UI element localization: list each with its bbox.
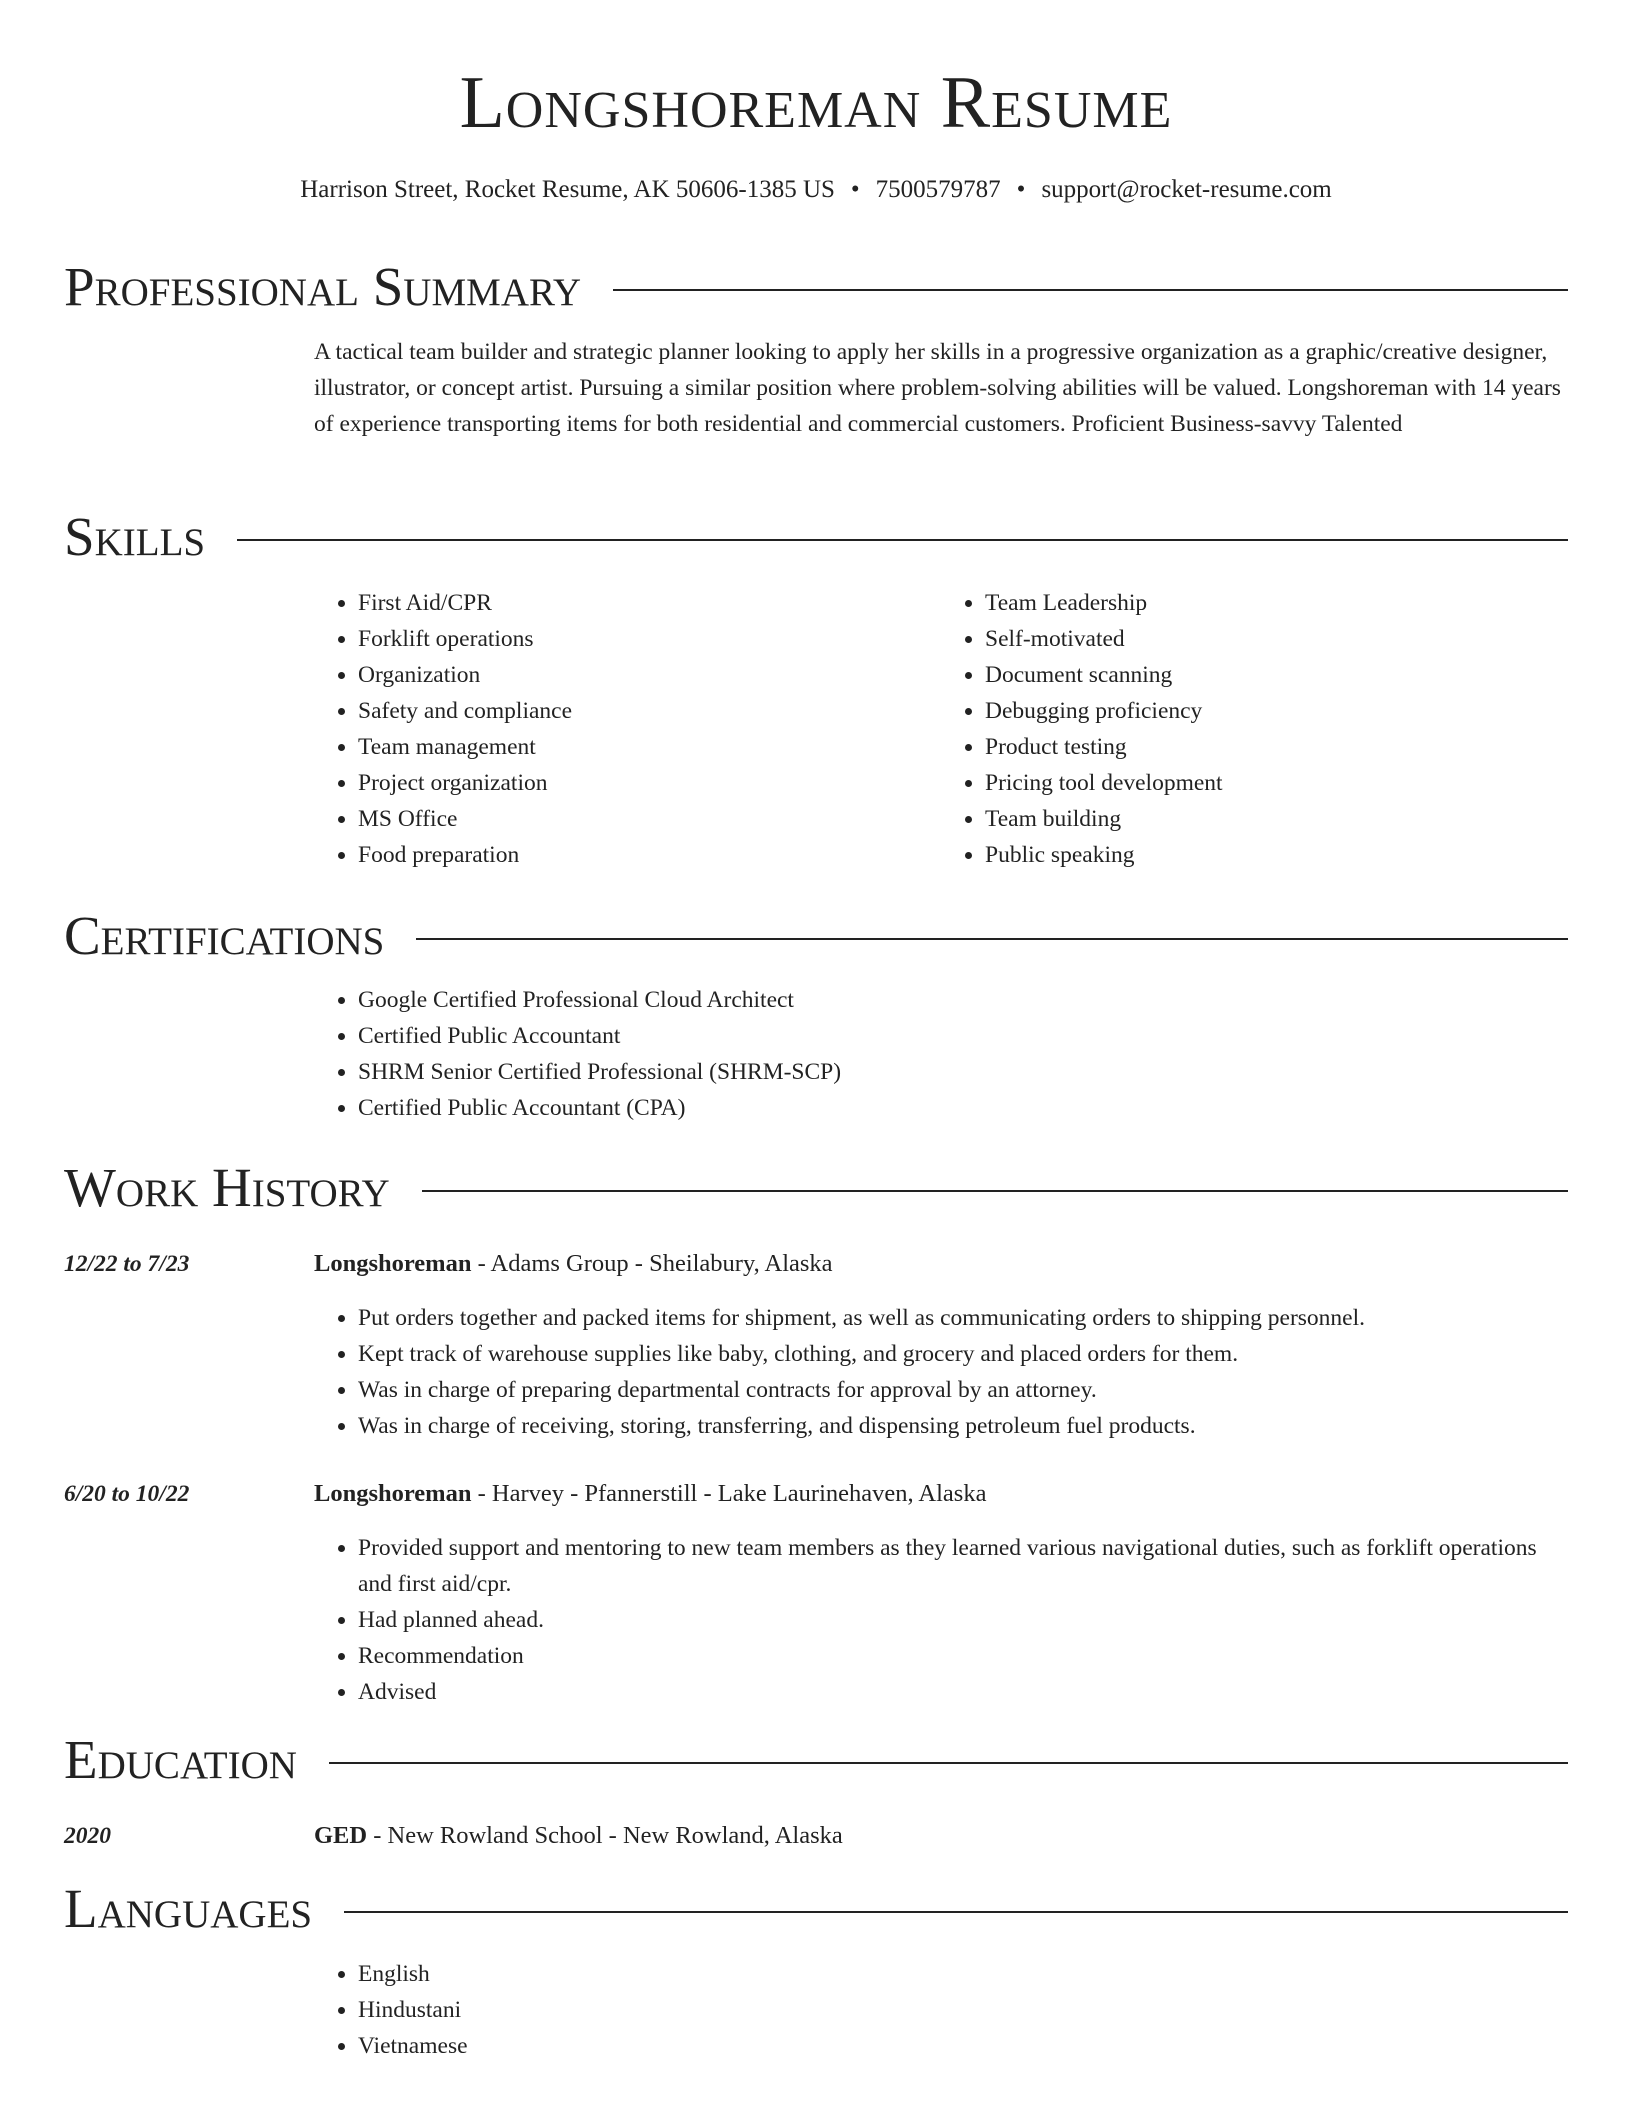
summary-heading: Professional Summary: [64, 256, 582, 317]
languages-heading: Languages: [64, 1878, 313, 1939]
skill-item: • First Aid/CPR: [358, 585, 941, 621]
job-entry: [314, 1476, 1568, 1710]
language-item: • English: [358, 1956, 1568, 1992]
summary-section-header: [64, 252, 1568, 322]
certifications-section-header: [64, 901, 1568, 971]
job-duty: • Advised: [358, 1674, 1548, 1710]
job-duty: • Kept track of warehouse supplies like baby, clothing, and grocery and placed orders for them.: [358, 1336, 1568, 1372]
job-duties-list: [314, 1300, 1568, 1444]
job-duties-list: [314, 1530, 1548, 1710]
skills-columns: [314, 585, 1568, 873]
skill-item: • Team building: [985, 801, 1568, 837]
skill-item: • Safety and compliance: [358, 693, 941, 729]
skill-item: • MS Office: [358, 801, 941, 837]
education-year: 2020: [64, 1823, 111, 1849]
certification-item: • SHRM Senior Certified Professional (SHRM-SCP): [358, 1054, 1568, 1090]
education-entry: [314, 1818, 1568, 1854]
section-divider: [422, 1190, 1568, 1192]
contact-email: support@rocket-resume.com: [1041, 176, 1332, 203]
resume-name: Longshoreman Resume: [459, 62, 1173, 144]
certification-item: • Google Certified Professional Cloud Architect: [358, 982, 1568, 1018]
job-duty: • Recommendation: [358, 1638, 1548, 1674]
section-divider: [416, 938, 1568, 940]
job-title: Longshoreman: [314, 1480, 472, 1507]
certification-item: • Certified Public Accountant (CPA): [358, 1090, 1568, 1126]
skill-item: • Food preparation: [358, 837, 941, 873]
skills-heading: Skills: [64, 506, 206, 567]
skill-item: • Pricing tool development: [985, 765, 1568, 801]
job-duty: • Was in charge of preparing departmental contracts for approval by an attorney.: [358, 1372, 1568, 1408]
section-divider: [329, 1762, 1568, 1764]
skill-item: • Product testing: [985, 729, 1568, 765]
skill-item: • Debugging proficiency: [985, 693, 1568, 729]
job-dates: 12/22 to 7/23: [64, 1251, 190, 1277]
job-duty: • Was in charge of receiving, storing, transferring, and dispensing petroleum fuel products.: [358, 1408, 1568, 1444]
education-school: - New Rowland School - New Rowland, Alaska: [367, 1822, 843, 1849]
section-divider: [344, 1911, 1568, 1913]
certifications-list: [314, 982, 1568, 1126]
skill-item: • Self-motivated: [985, 621, 1568, 657]
skill-item: • Team Leadership: [985, 585, 1568, 621]
work-heading: Work History: [64, 1157, 390, 1218]
contact-line: [0, 172, 1632, 208]
job-duty: • Provided support and mentoring to new team members as they learned various navigational duties, such as forklift operations and first aid/cpr.: [358, 1530, 1548, 1602]
contact-phone: 7500579787: [875, 176, 1001, 203]
skill-item: • Public speaking: [985, 837, 1568, 873]
skills-list-right: [941, 585, 1568, 873]
summary-block: [314, 334, 1568, 442]
skill-item: • Team management: [358, 729, 941, 765]
job-title-line: [314, 1246, 1568, 1282]
section-divider: [613, 289, 1568, 291]
skill-item: • Forklift operations: [358, 621, 941, 657]
contact-separator: •: [850, 176, 860, 203]
job-employer: - Harvey - Pfannerstill - Lake Laurinehaven, Alaska: [471, 1480, 987, 1507]
job-dates: 6/20 to 10/22: [64, 1481, 190, 1507]
job-entry: [314, 1246, 1568, 1444]
job-title: Longshoreman: [314, 1250, 472, 1277]
education-heading: Education: [64, 1729, 297, 1790]
skills-section-header: [64, 502, 1568, 572]
languages-block: [314, 1956, 1568, 2064]
work-section-header: [64, 1153, 1568, 1223]
education-degree: GED: [314, 1822, 368, 1849]
summary-text: A tactical team builder and strategic planner looking to apply her skills in a progressive organization as a graphic/creative designer, illustrator, or concept artist. Pursuing a similar position where problem-solving abilities will be valued. Longshoreman with 14 years of experience transporting items for both residential and commercial customers. Proficient Business-savvy Talented: [314, 339, 1561, 437]
certification-item: • Certified Public Accountant: [358, 1018, 1568, 1054]
education-line: [314, 1818, 1568, 1854]
job-duty: • Had planned ahead.: [358, 1602, 1548, 1638]
certifications-heading: Certifications: [64, 905, 385, 966]
skill-item: • Project organization: [358, 765, 941, 801]
skills-list-left: [314, 585, 941, 873]
contact-address: Harrison Street, Rocket Resume, AK 50606-1385 US: [300, 176, 835, 203]
certifications-block: [314, 982, 1568, 1126]
languages-section-header: [64, 1874, 1568, 1944]
languages-list: [314, 1956, 1568, 2064]
education-section-header: [64, 1725, 1568, 1795]
job-duty: • Put orders together and packed items for shipment, as well as communicating orders to shipping personnel.: [358, 1300, 1568, 1336]
skills-block: [314, 585, 1568, 873]
language-item: • Hindustani: [358, 1992, 1568, 2028]
language-item: • Vietnamese: [358, 2028, 1568, 2064]
skill-item: • Organization: [358, 657, 941, 693]
contact-separator: •: [1016, 176, 1026, 203]
section-divider: [237, 539, 1568, 541]
job-employer: - Adams Group - Sheilabury, Alaska: [471, 1250, 833, 1277]
skill-item: • Document scanning: [985, 657, 1568, 693]
job-title-line: [314, 1476, 1568, 1512]
